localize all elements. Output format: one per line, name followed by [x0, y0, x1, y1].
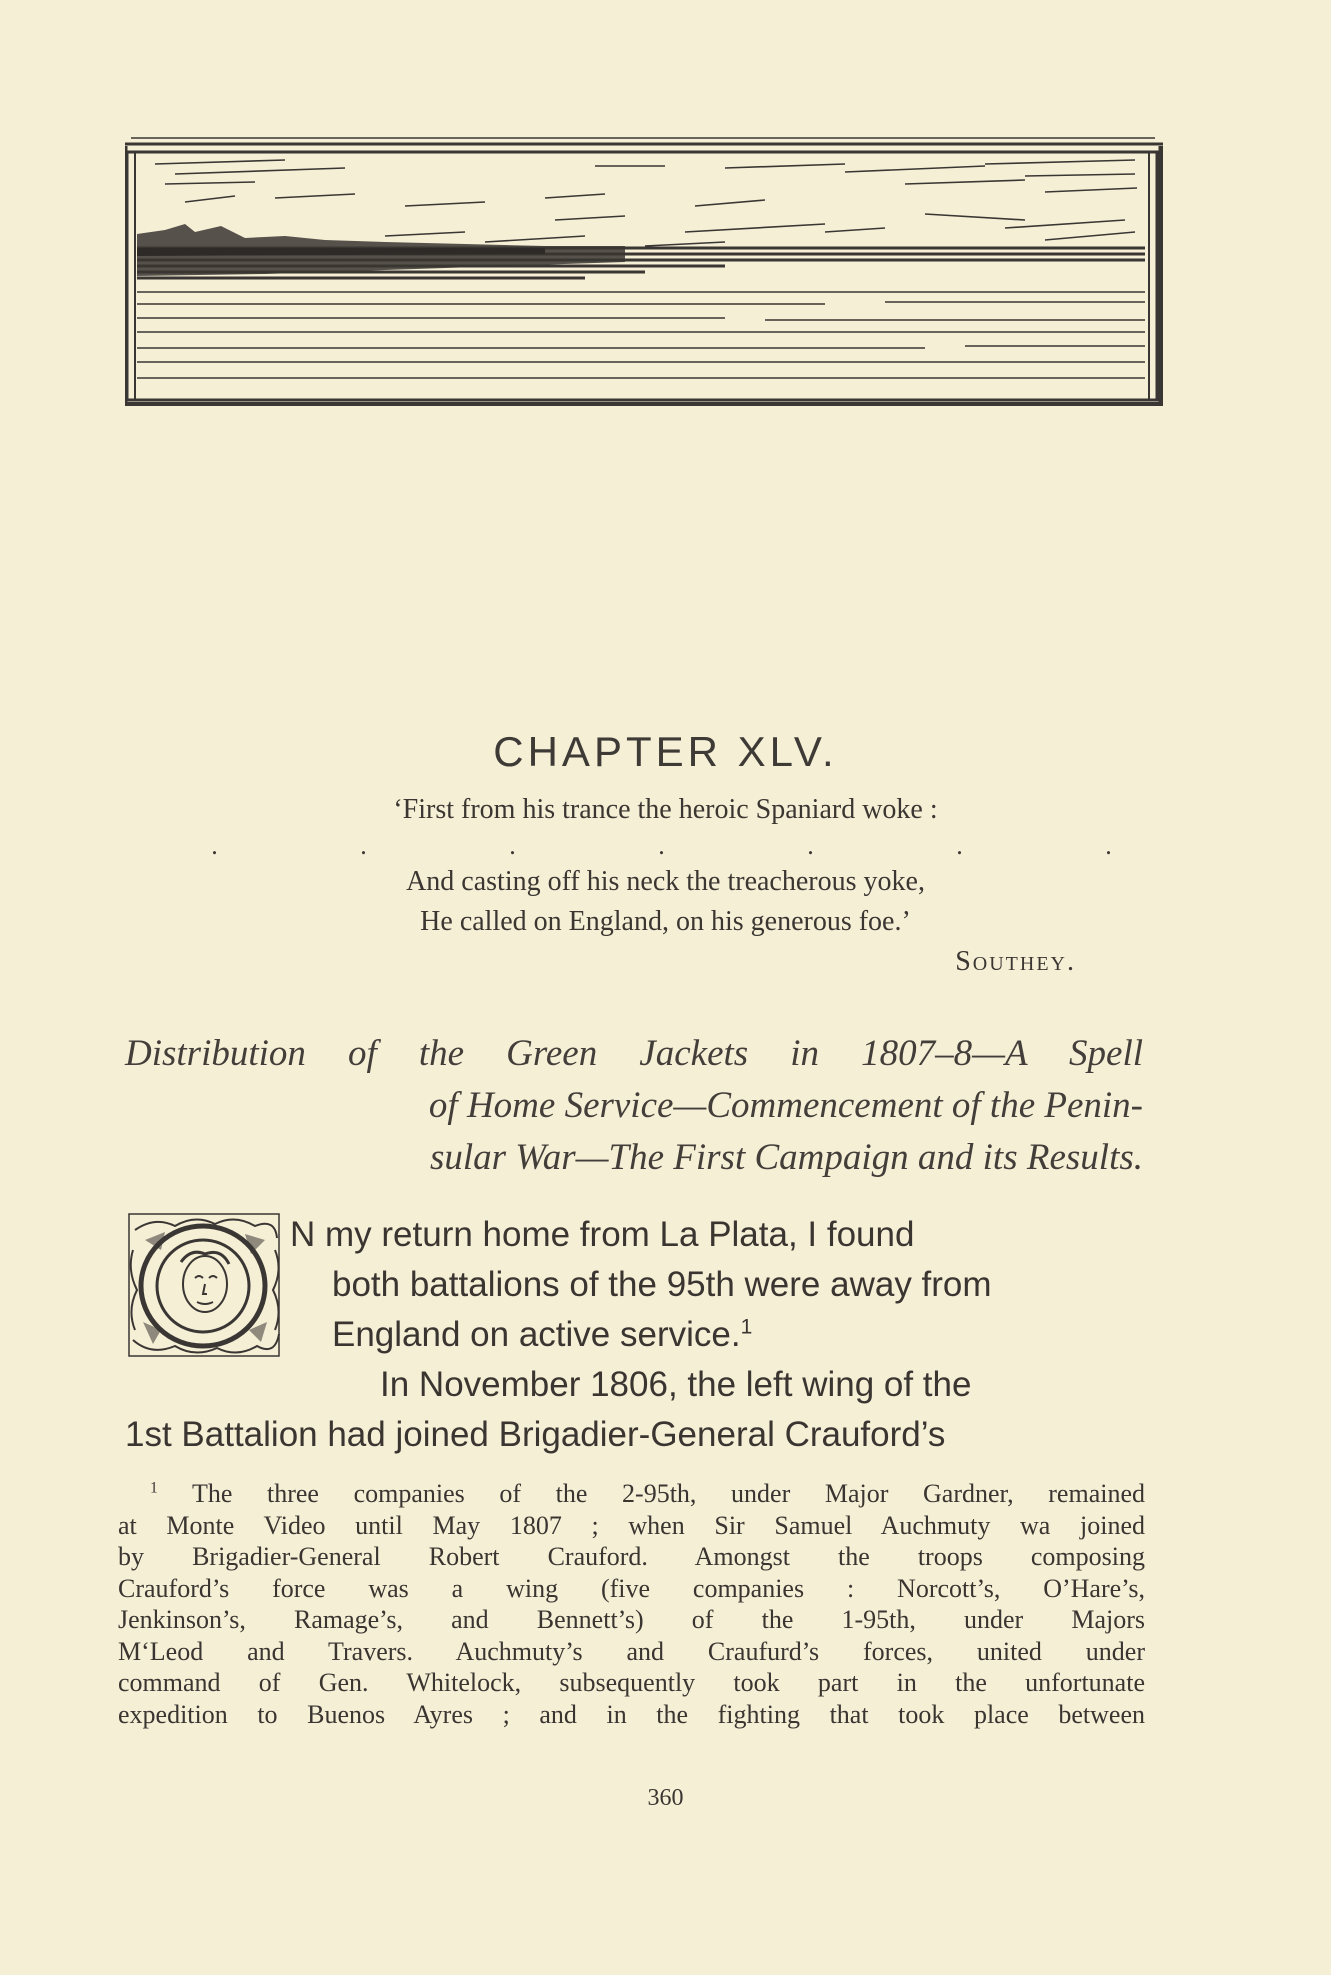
- ornamental-drop-cap-o-icon: [125, 1210, 285, 1360]
- epigraph-line: He called on England, on his generous foe.’: [420, 906, 911, 937]
- epigraph-ellipsis: . . . . . . .: [211, 831, 1180, 860]
- chapter-title: CHAPTER XLV.: [493, 728, 838, 776]
- synopsis-line: of Home Service—Commencement of the Penin-: [428, 1085, 1143, 1126]
- footnote-line: Crauford’s force was a wing (five companies : Norcott’s, O’Hare’s,: [118, 1573, 1145, 1603]
- chapter-synopsis: [125, 1028, 1143, 1184]
- epigraph-line: And casting off his neck the treacherous yoke,: [406, 866, 925, 897]
- body-line: 1st Battalion had joined Brigadier-General Crauford’s: [125, 1415, 946, 1454]
- body-line: In November 1806, the left wing of the: [380, 1365, 972, 1404]
- footnote-line: M‘Leod and Travers. Auchmuty’s and Craufurd’s forces, united under: [118, 1636, 1145, 1666]
- page-number: 360: [647, 1785, 684, 1811]
- body-line-text: England on active service.: [332, 1315, 741, 1354]
- synopsis-line: sular War—The First Campaign and its Results.: [429, 1137, 1143, 1178]
- body-line: both battalions of the 95th were away from: [332, 1265, 992, 1304]
- footnote-line: [118, 1478, 1145, 1510]
- body-line: N my return home from La Plata, I found: [290, 1215, 915, 1254]
- footnote-line: by Brigadier-General Robert Crauford. Amongst the troops composing: [118, 1542, 1145, 1571]
- headpiece-engraving: [125, 136, 1163, 408]
- footnote-reference: 1: [740, 1315, 753, 1339]
- footnote-marker: 1: [150, 1479, 158, 1497]
- body-text: [125, 1210, 1143, 1460]
- epigraph-line: ‘First from his trance the heroic Spaniard woke :: [393, 794, 938, 825]
- epigraph-attribution: Southey.: [955, 946, 1076, 977]
- footnote: [118, 1478, 1145, 1730]
- footnote-line-text: The three companies of the 2-95th, under Major Gardner, remained: [191, 1479, 1146, 1508]
- footnote-line: expedition to Buenos Ayres ; and in the fighting that took place between: [118, 1699, 1145, 1729]
- footnote-line: at Monte Video until May 1807 ; when Sir Samuel Auchmuty wa joined: [118, 1510, 1145, 1540]
- synopsis-line: Distribution of the Green Jackets in 1807–8—A Spell: [125, 1033, 1143, 1074]
- footnote-line: Jenkinson’s, Ramage’s, and Bennett’s) of the 1-95th, under Majors: [118, 1605, 1145, 1634]
- footnote-line: command of Gen. Whitelock, subsequently took part in the unfortunate: [118, 1668, 1145, 1697]
- epigraph: [0, 790, 1331, 982]
